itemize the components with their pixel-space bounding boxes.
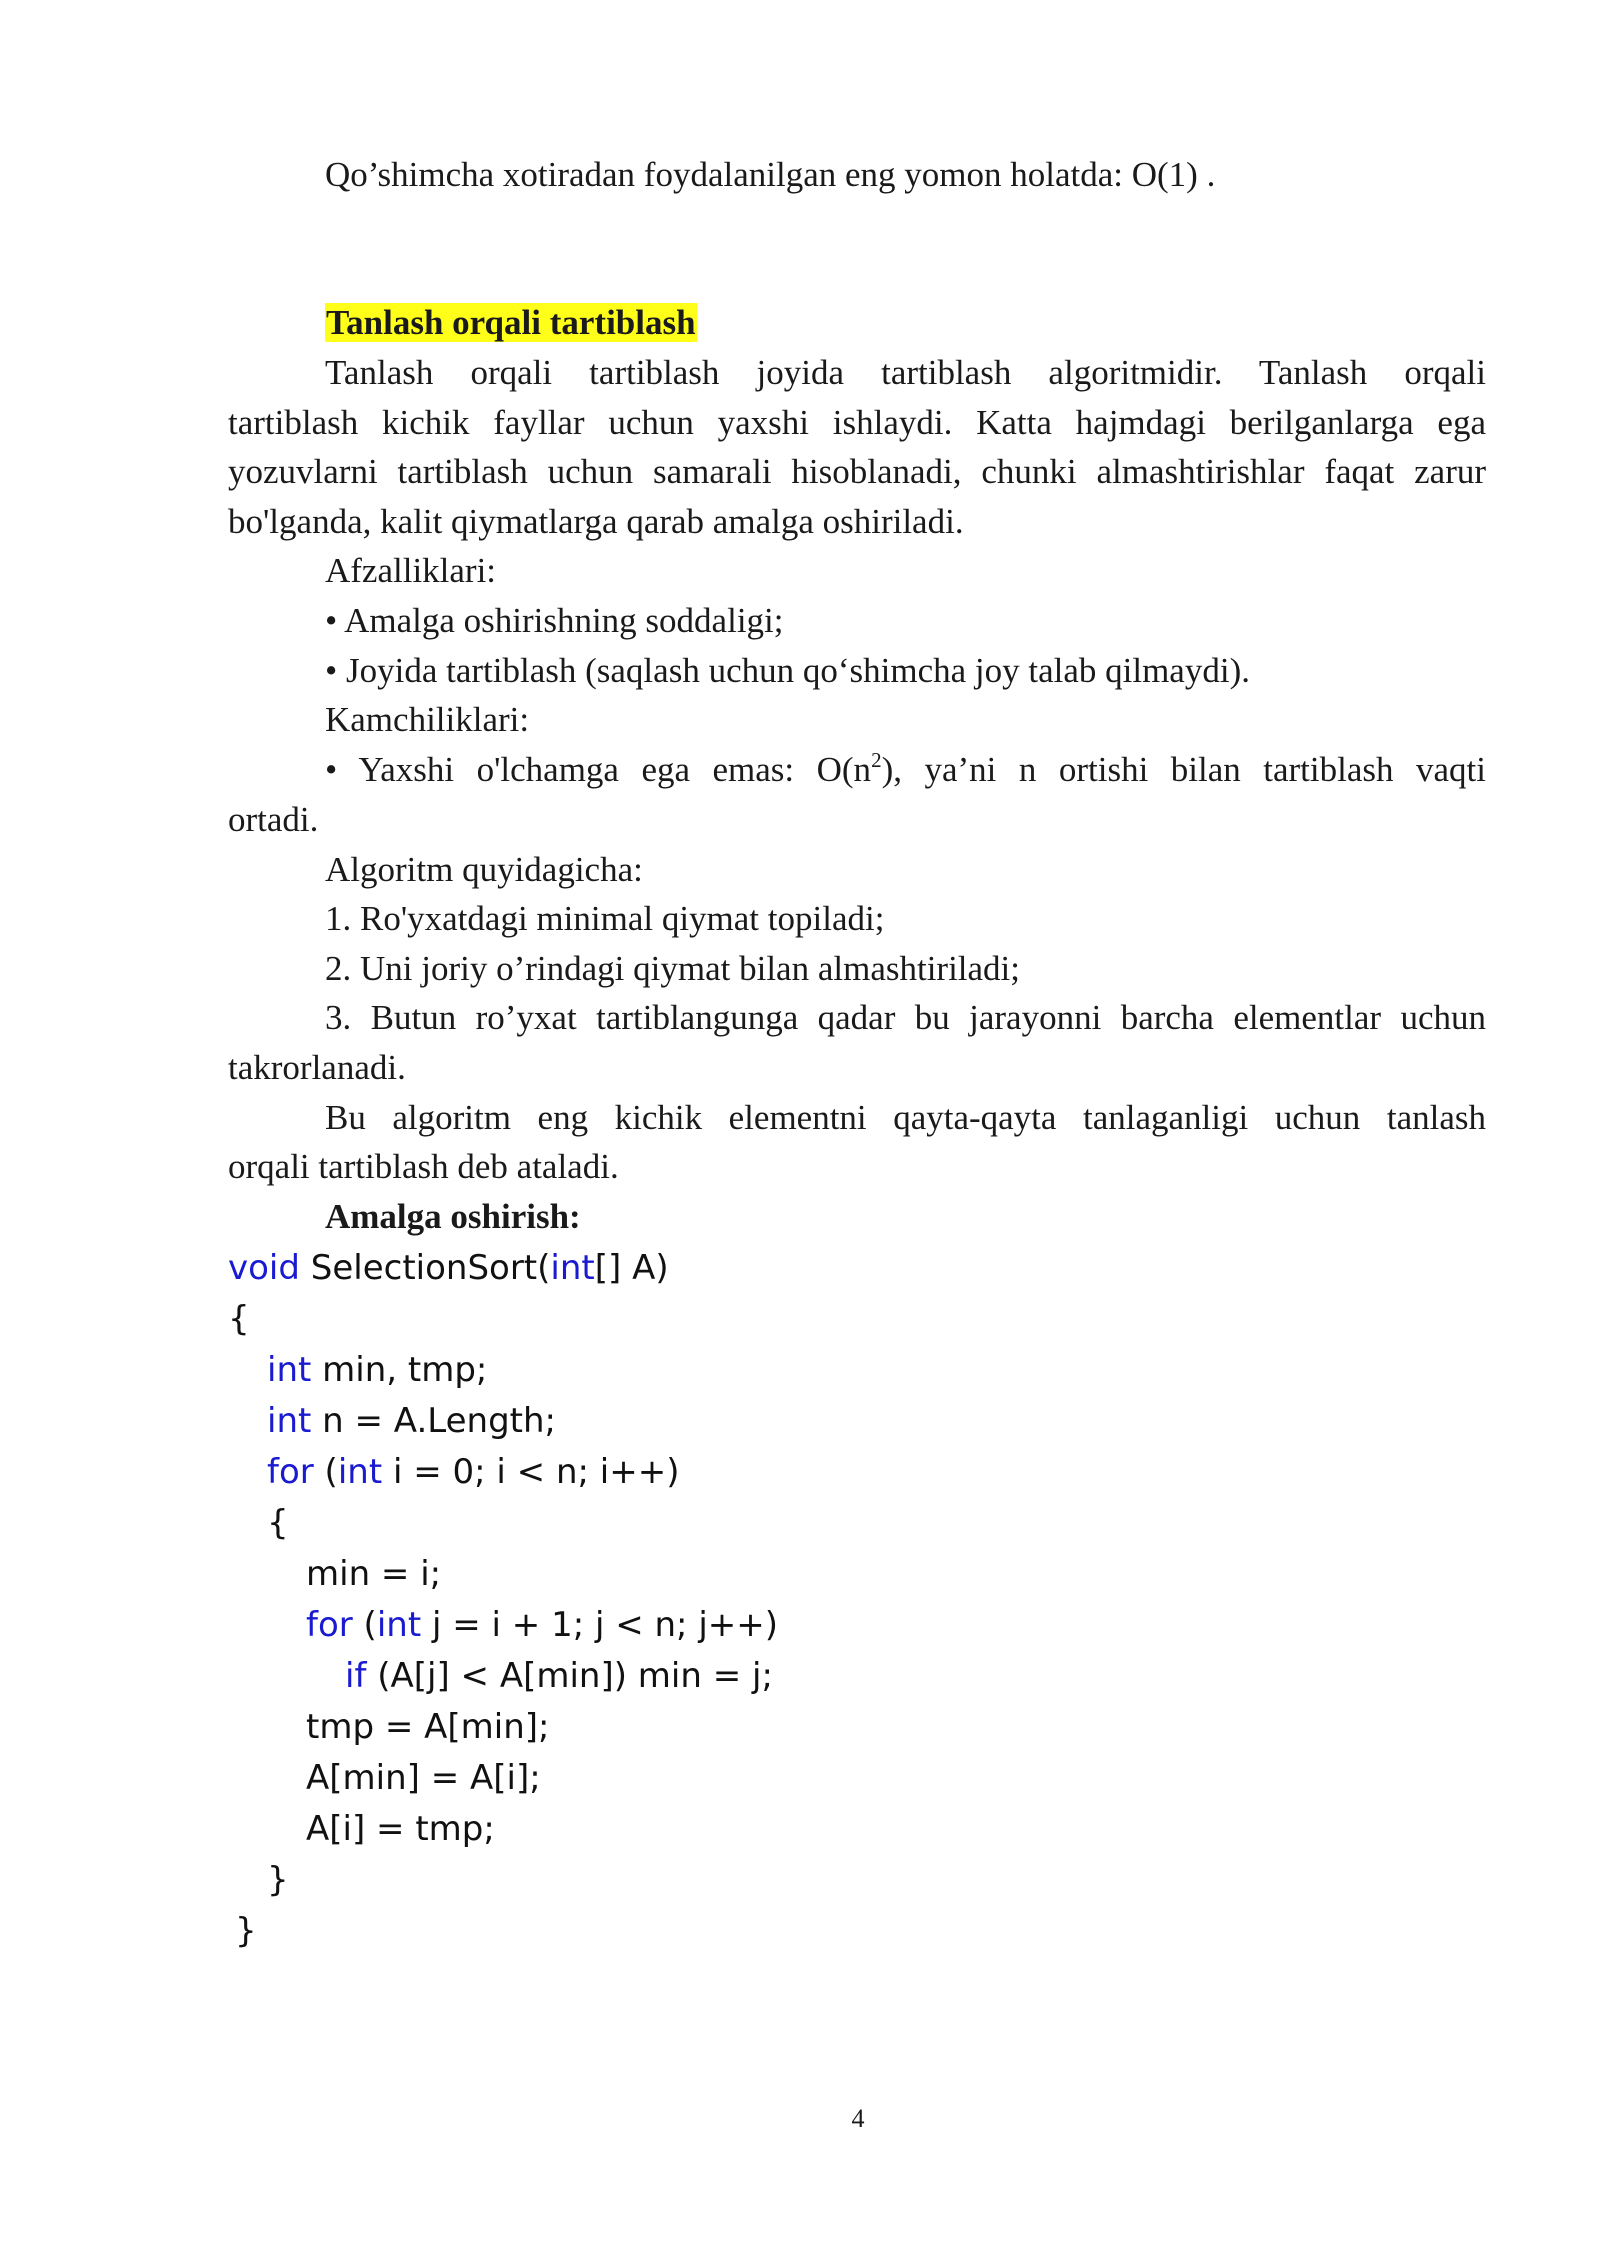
- algorithm-step-1: 1. Ro'yxatdagi minimal qiymat topiladi;: [325, 899, 885, 938]
- code-keyword: int: [337, 1452, 383, 1492]
- implementation-label: Amalga oshirish:: [325, 1197, 581, 1236]
- intro-line-3: yozuvlarni tartiblash uchun samarali hisoblanadi, chunki almashtirishlar faqat zarur: [228, 452, 1486, 491]
- code-keyword: void: [228, 1248, 300, 1288]
- advantages-label: Afzalliklari:: [325, 551, 497, 590]
- code-line-14: }: [235, 1911, 257, 1951]
- code-line-11: A[min] = A[i];: [306, 1758, 541, 1798]
- code-keyword: int: [376, 1605, 422, 1645]
- section-title-highlight: Tanlash orqali tartiblash: [326, 303, 696, 342]
- code-line-9: [345, 1656, 773, 1696]
- code-text: i = 0; i < n; i++): [382, 1452, 680, 1492]
- code-line-3: [267, 1350, 488, 1390]
- code-text: min, tmp;: [311, 1350, 488, 1390]
- summary-line-2: orqali tartiblash deb ataladi.: [228, 1147, 619, 1186]
- section-title: [325, 305, 697, 340]
- advantage-item-1: • Amalga oshirishning soddaligi;: [325, 601, 784, 640]
- code-text: (: [313, 1452, 338, 1492]
- code-line-6: {: [267, 1503, 289, 1543]
- disadvantages-label: Kamchiliklari:: [325, 700, 530, 739]
- code-keyword: for: [306, 1605, 353, 1645]
- code-text: n = A.Length;: [311, 1401, 556, 1441]
- code-text: SelectionSort(: [299, 1248, 551, 1288]
- code-keyword: if: [345, 1656, 367, 1696]
- disadvantage-continuation: ortadi.: [228, 800, 319, 839]
- disadvantage-item: [325, 748, 1486, 789]
- code-line-4: [267, 1401, 556, 1441]
- algorithm-step-3: 3. Butun ro’yxat tartiblangunga qadar bu jarayonni barcha elementlar uchun: [325, 998, 1486, 1037]
- memory-complexity-line: Qo’shimcha xotiradan foydalanilgan eng yomon holatda: O(1) .: [325, 155, 1216, 194]
- summary-line-1: Bu algoritm eng kichik elementni qayta-qayta tanlaganligi uchun tanlash: [325, 1098, 1486, 1137]
- code-text: [] A): [594, 1248, 669, 1288]
- intro-line-1: Tanlash orqali tartiblash joyida tartiblash algoritmidir. Tanlash orqali: [325, 353, 1486, 392]
- code-keyword: for: [267, 1452, 314, 1492]
- algorithm-step-3-continuation: takrorlanadi.: [228, 1048, 406, 1087]
- code-text: (A[j] < A[min]) min = j;: [366, 1656, 773, 1696]
- code-line-10: tmp = A[min];: [306, 1707, 550, 1747]
- algorithm-label: Algoritm quyidagicha:: [325, 850, 643, 889]
- code-line-2: {: [228, 1299, 250, 1339]
- code-line-5: [267, 1452, 680, 1492]
- disadvantage-text-start: • Yaxshi o'lchamga ega emas: O(n: [325, 750, 872, 789]
- code-line-12: A[i] = tmp;: [306, 1809, 495, 1849]
- code-line-8: [306, 1605, 779, 1645]
- code-line-1: [228, 1248, 669, 1288]
- advantage-item-2: • Joyida tartiblash (saqlash uchun qo‘shimcha joy talab qilmaydi).: [325, 651, 1250, 690]
- code-keyword: int: [267, 1350, 312, 1390]
- intro-line-4: bo'lganda, kalit qiymatlarga qarab amalga oshiriladi.: [228, 502, 964, 541]
- intro-line-2: tartiblash kichik fayllar uchun yaxshi ishlaydi. Katta hajmdagi berilganlarga ega: [228, 403, 1486, 442]
- disadvantage-exponent: 2: [871, 748, 882, 772]
- algorithm-step-2: 2. Uni joriy o’rindagi qiymat bilan almashtiriladi;: [325, 949, 1021, 988]
- code-keyword: int: [550, 1248, 595, 1288]
- code-line-13: }: [267, 1860, 289, 1900]
- disadvantage-text-end: ), ya’ni n ortishi bilan tartiblash vaqti: [881, 750, 1486, 789]
- code-keyword: int: [267, 1401, 312, 1441]
- code-text: (: [352, 1605, 377, 1645]
- page-number: 4: [851, 2104, 865, 2133]
- code-text: j = i + 1; j < n; j++): [421, 1605, 779, 1645]
- code-line-7: min = i;: [306, 1554, 442, 1594]
